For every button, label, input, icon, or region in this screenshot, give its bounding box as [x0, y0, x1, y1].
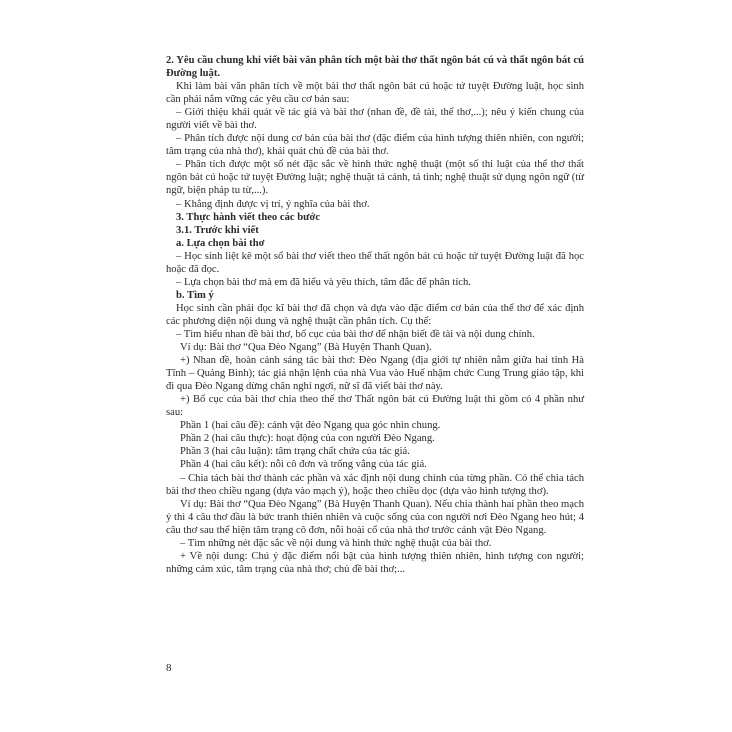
- bullet-paragraph: – Khẳng định được vị trí, ý nghĩa của bài thơ.: [176, 198, 370, 210]
- bullet-paragraph: – Giới thiệu khái quát về tác giả và bài thơ (nhan đề, đề tài, thể thơ,...); nêu ý kiến chung của người viết về bài thơ.: [166, 107, 584, 132]
- subsection-heading: 3.1. Trước khi viết: [176, 224, 259, 236]
- subsection-heading: b. Tìm ý: [176, 289, 214, 301]
- paragraph: Học sinh cần phải đọc kĩ bài thơ đã chọn và dựa vào đặc điểm cơ bản của thể thơ để xác định các phương diện nội dung và nghệ thuật cần phân tích. Cụ thể:: [166, 302, 584, 327]
- paragraph: +) Nhan đề, hoàn cảnh sáng tác bài thơ: Đèo Ngang (địa giới tự nhiên nằm giữa hai tỉnh Hà Tĩnh – Quảng Bình); tác giả nhận lệnh của nhà Vua vào Huế nhậm chức Cung Trung giáo tập, khi đi qua Đèo Ngang dừng chân nghỉ ngơi, nữ sĩ đã viết bài thơ này.: [166, 355, 584, 393]
- section-heading: 3. Thực hành viết theo các bước: [176, 211, 321, 223]
- paragraph: Khi làm bài văn phân tích về một bài thơ thất ngôn bát cú hoặc tứ tuyệt Đường luật, học sinh cần phải nắm vững các yêu cầu cơ bản sau:: [166, 81, 584, 106]
- bullet-paragraph: – Học sinh liệt kê một số bài thơ viết theo thể thất ngôn bát cú hoặc tứ tuyệt Đường luật đã học hoặc đã đọc.: [166, 250, 584, 275]
- example-line: Ví dụ: Bài thơ “Qua Đèo Ngang” (Bà Huyện Thanh Quan).: [180, 342, 432, 354]
- paragraph: +) Bố cục của bài thơ chia theo thể thơ Thất ngôn bát cú Đường luật thì gồm có 4 phần như sau:: [166, 394, 584, 419]
- example-paragraph: Ví dụ: Bài thơ “Qua Đèo Ngang” (Bà Huyện Thanh Quan). Nếu chia thành hai phần theo mạch ý thì 4 câu thơ đầu là bức tranh thiên nhiên và cuộc sống của con người nơi Đèo Ngang heo hút; 4 câu thơ sau thể hiện tâm trạng cô đơn, nỗi hoài cổ của nhà thơ trước cảnh vật Đèo Ngang.: [166, 498, 584, 536]
- section-heading: 2. Yêu cầu chung khi viết bài văn phân tích một bài thơ thất ngôn bát cú và thất ngôn bát cú Đường luật.: [166, 55, 584, 80]
- structure-line: Phần 3 (hai câu luận): tâm trạng chất chứa của tác giả.: [180, 446, 410, 458]
- bullet-paragraph: – Phân tích được nội dung cơ bản của bài thơ (đặc điểm của hình tượng thiên nhiên, con người; tâm trạng của nhà thơ), khái quát chủ đề của bài thơ.: [166, 133, 584, 158]
- bullet-paragraph: – Phân tích được một số nét đặc sắc về hình thức nghệ thuật (một số thi luật của thể thơ thất ngôn bát cú hoặc tứ tuyệt Đường luật; nghệ thuật tả cảnh, tả tình; nghệ thuật sử dụng ngôn ngữ (từ ngữ, biện pháp tu từ,...).: [166, 159, 584, 197]
- structure-line: Phần 2 (hai câu thực): hoạt động của con người Đèo Ngang.: [180, 433, 435, 445]
- bullet-paragraph: + Về nội dung: Chú ý đặc điểm nổi bật của hình tượng thiên nhiên, hình tượng con người; những cảm xúc, tâm trạng của nhà thơ; chủ đề bài thơ;...: [166, 550, 584, 575]
- bullet-paragraph: – Tìm những nét đặc sắc về nội dung và hình thức nghệ thuật của bài thơ.: [180, 537, 492, 549]
- structure-line: Phần 1 (hai câu đề): cảnh vật đèo Ngang qua góc nhìn chung.: [180, 420, 441, 432]
- page-content: [166, 54, 584, 576]
- structure-line: Phần 4 (hai câu kết): nỗi cô đơn và trống vắng của tác giả.: [180, 459, 427, 471]
- subsection-heading: a. Lựa chọn bài thơ: [176, 237, 265, 249]
- bullet-paragraph: – Lựa chọn bài thơ mà em đã hiểu và yêu thích, tâm đắc để phân tích.: [176, 276, 471, 288]
- bullet-paragraph: – Tìm hiểu nhan đề bài thơ, bố cục của bài thơ để nhận biết đề tài và nội dung chính.: [176, 328, 535, 340]
- page-number: 8: [166, 662, 172, 674]
- bullet-paragraph: – Chia tách bài thơ thành các phần và xác định nội dung chính của từng phần. Có thể chia tách bài thơ theo chiều ngang (dựa vào mạch ý), hoặc theo chiều dọc (dựa vào hình tượng thơ).: [166, 472, 584, 497]
